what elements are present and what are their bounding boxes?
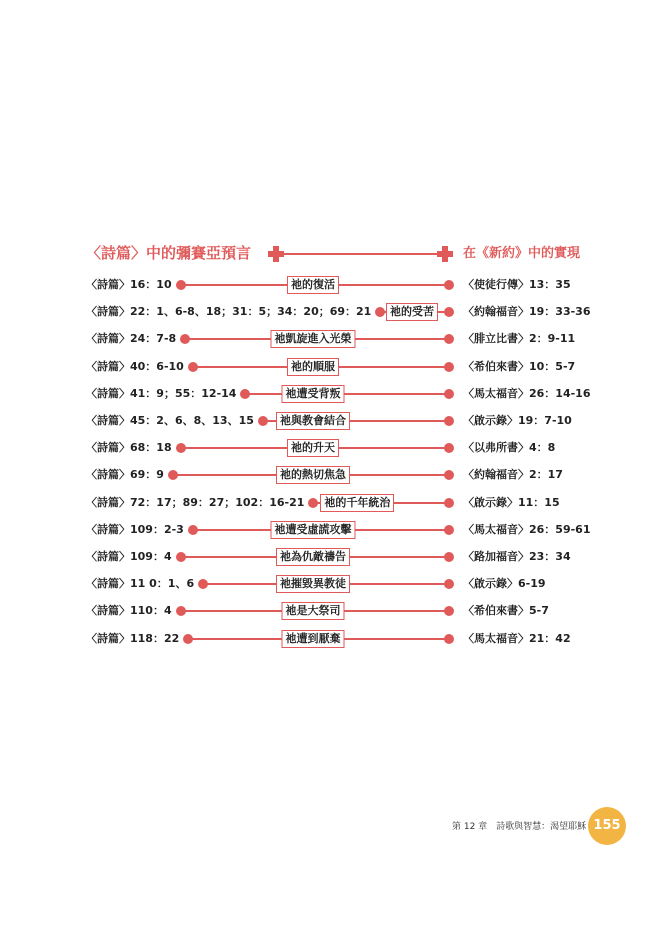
right-column-heading: 在《新約》中的實現: [463, 246, 581, 261]
connector-dot-left: [375, 307, 385, 317]
fulfillment-label: 祂的升天: [287, 439, 339, 457]
connector-dot-right: [444, 634, 454, 644]
cross-icon: [268, 246, 284, 262]
fulfillment-label: 祂的熱切焦急: [276, 466, 350, 484]
new-testament-reference: 〈希伯來書〉5-7: [463, 604, 549, 618]
fulfillment-label: 祂是大祭司: [282, 602, 345, 620]
psalm-reference: 〈詩篇〉24：7-8: [86, 332, 177, 346]
fulfillment-label: 祂與教會結合: [276, 412, 350, 430]
connector-dot-left: [176, 606, 186, 616]
new-testament-reference: 〈啟示錄〉6-19: [463, 577, 546, 591]
connector-dot-right: [444, 443, 454, 453]
new-testament-reference: 〈約翰福音〉2：17: [463, 468, 563, 482]
new-testament-reference: 〈啟示錄〉19：7-10: [463, 414, 572, 427]
prophecy-row: [0, 302, 663, 322]
header-connector-line: [283, 253, 441, 255]
fulfillment-label: 祂遭到厭棄: [282, 630, 345, 648]
connector-dot-left: [176, 280, 186, 290]
psalm-reference: 〈詩篇〉110：4: [86, 604, 172, 618]
fulfillment-label: 祂的千年統治: [320, 494, 394, 512]
prophecy-row: [0, 384, 663, 404]
connector-dot-left: [176, 443, 186, 453]
prophecy-row: [0, 275, 663, 295]
connector-dot-right: [444, 362, 454, 372]
prophecy-row: [0, 601, 663, 621]
connector-dot-left: [180, 334, 190, 344]
fulfillment-label: 祂的受苦: [386, 303, 438, 321]
fulfillment-label: 祂凱旋進入光榮: [271, 330, 356, 348]
connector-dot-left: [188, 525, 198, 535]
psalm-reference: 〈詩篇〉22：1、6-8、18；31：5；34：20；69：21: [86, 305, 372, 319]
new-testament-reference: 〈希伯來書〉10：5-7: [463, 359, 576, 373]
connector-dot-left: [176, 552, 186, 562]
connector-dot-left: [240, 389, 250, 399]
prophecy-row: [0, 357, 663, 377]
connector-dot-right: [444, 307, 454, 317]
prophecy-row: [0, 629, 663, 649]
connector-dot-left: [188, 362, 198, 372]
psalm-reference: 〈詩篇〉45：2、6、8、13、15: [86, 414, 254, 427]
cross-icon: [437, 246, 453, 262]
psalm-reference: 〈詩篇〉68：18: [86, 441, 172, 455]
fulfillment-label: 祂的復活: [287, 276, 339, 294]
psalm-reference: 〈詩篇〉118：22: [86, 631, 180, 645]
fulfillment-label: 祂為仇敵禱告: [276, 548, 350, 566]
page-number-badge: 155: [588, 807, 626, 845]
prophecy-row: [0, 574, 663, 594]
new-testament-reference: 〈馬太福音〉26：59-61: [463, 522, 591, 536]
connector-dot-right: [444, 470, 454, 480]
chapter-footer: 第 12 章 詩歌與智慧：渴望耶穌: [452, 822, 587, 832]
fulfillment-label: 祂摧毀異教徒: [276, 575, 350, 593]
psalm-reference: 〈詩篇〉16：10: [86, 278, 172, 291]
psalm-reference: 〈詩篇〉11 0：1、6: [86, 577, 195, 591]
connector-dot-right: [444, 579, 454, 589]
connector-dot-left: [183, 634, 193, 644]
connector-dot-left: [308, 498, 318, 508]
connector-dot-right: [444, 416, 454, 426]
prophecy-row: [0, 493, 663, 513]
new-testament-reference: 〈約翰福音〉19：33-36: [463, 305, 591, 319]
new-testament-reference: 〈使徒行傳〉13：35: [463, 278, 571, 291]
new-testament-reference: 〈路加福音〉23：34: [463, 550, 571, 563]
psalm-reference: 〈詩篇〉41：9；55：12-14: [86, 386, 237, 400]
connector-dot-right: [444, 552, 454, 562]
connector-dot-right: [444, 525, 454, 535]
prophecy-row: [0, 329, 663, 349]
connector-dot-right: [444, 498, 454, 508]
connector-line: [245, 393, 449, 395]
psalm-reference: 〈詩篇〉72：17；89：27；102：16-21: [86, 495, 305, 509]
left-column-heading: 〈詩篇〉中的彌賽亞預言: [86, 244, 252, 262]
connector-dot-left: [168, 470, 178, 480]
psalm-reference: 〈詩篇〉109：4: [86, 550, 172, 563]
prophecy-row: [0, 465, 663, 485]
new-testament-reference: 〈以弗所書〉4：8: [463, 441, 556, 455]
connector-dot-left: [198, 579, 208, 589]
connector-dot-left: [258, 416, 268, 426]
psalm-reference: 〈詩篇〉40：6-10: [86, 359, 184, 373]
psalm-reference: 〈詩篇〉109：2-3: [86, 522, 184, 536]
new-testament-reference: 〈馬太福音〉26：14-16: [463, 386, 591, 400]
new-testament-reference: 〈馬太福音〉21：42: [463, 631, 571, 645]
connector-dot-right: [444, 606, 454, 616]
new-testament-reference: 〈啟示錄〉11：15: [463, 495, 560, 509]
new-testament-reference: 〈腓立比書〉2：9-11: [463, 332, 576, 346]
prophecy-row: [0, 438, 663, 458]
connector-dot-right: [444, 389, 454, 399]
fulfillment-label: 祂遭受背叛: [282, 385, 345, 403]
connector-dot-right: [444, 280, 454, 290]
fulfillment-label: 祂的順服: [287, 358, 339, 376]
connector-dot-right: [444, 334, 454, 344]
prophecy-row: [0, 411, 663, 431]
fulfillment-label: 祂遭受虛謊攻擊: [271, 521, 356, 539]
prophecy-row: [0, 547, 663, 567]
prophecy-row: [0, 520, 663, 540]
psalm-reference: 〈詩篇〉69：9: [86, 468, 164, 482]
